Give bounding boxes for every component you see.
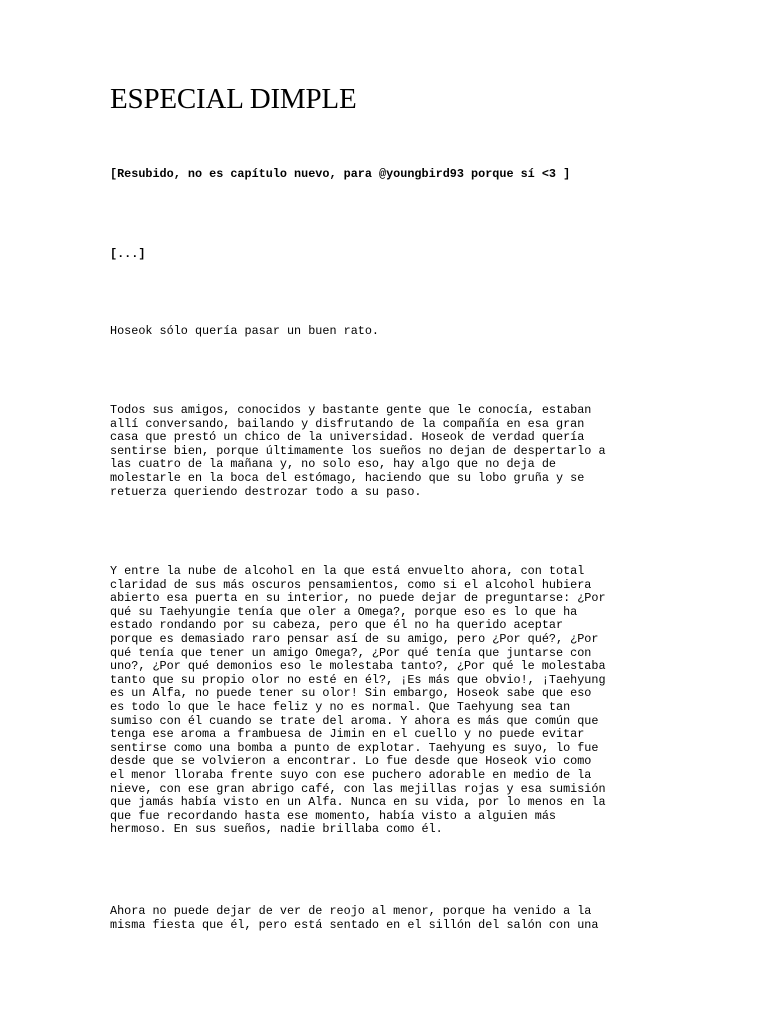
text-line: las cuatro de la mañana y, no solo eso, hay algo que no deja de [110, 457, 556, 472]
text-line: Ahora no puede dejar de ver de reojo al menor, porque ha venido a la [110, 904, 592, 918]
text-line: claridad de sus más oscuros pensamientos, como si el alcohol hubiera [110, 577, 592, 592]
text-line: que fue recordando hasta ese momento, había visto a alguien más [110, 808, 556, 823]
text-line: hermoso. En sus sueños, nadie brillaba como él. [110, 822, 443, 837]
text-line: el menor lloraba frente suyo con ese puchero adorable en medio de la [110, 767, 592, 782]
document-title: ESPECIAL DIMPLE [110, 83, 357, 115]
subtitle-note: [Resubido, no es capítulo nuevo, para @youngbird93 porque sí <3 ] [110, 167, 571, 181]
text-line: desde que se volvieron a encontrar. Lo fue desde que Hoseok vio como [110, 754, 592, 769]
text-line: uno?, ¿Por qué demonios eso le molestaba tanto?, ¿Por qué le molestaba [110, 659, 606, 674]
section-ellipsis: [...] [110, 247, 146, 261]
text-line: es un Alfa, no puede tener su olor! Sin embargo, Hoseok sabe que eso [110, 686, 592, 701]
text-line: tanto que su propio olor no esté en él?, ¡Es más que obvio!, ¡Taehyung [110, 672, 606, 687]
text-line: qué su Taehyungie tenía que oler a Omega?, porque eso es lo que ha [110, 604, 578, 619]
text-line: molestarle en la boca del estómago, haciendo que su lobo gruña y se [110, 470, 585, 485]
paragraph-3 [110, 565, 606, 837]
text-line: sumiso con él cuando se trate del aroma. Y ahora es más que común que [110, 713, 599, 728]
paragraph-1 [110, 325, 379, 339]
text-line: que jamás había visto en un Alfa. Nunca en su vida, por lo menos en la [110, 795, 606, 810]
text-line: qué tenía que tener un amigo Omega?, ¿Por qué tenía que juntarse con [110, 645, 592, 660]
text-line: allí conversando, bailando y disfrutando de la compañía en esa gran [110, 416, 585, 431]
text-line: Y entre la nube de alcohol en la que está envuelto ahora, con total [110, 564, 585, 578]
paragraph-2 [110, 404, 606, 499]
text-line: casa que prestó un chico de la universidad. Hoseok de verdad quería [110, 430, 585, 445]
text-line: estado rondando por su cabeza, pero que él no ha querido aceptar [110, 618, 564, 633]
text-line: abierto esa puerta en su interior, no puede dejar de preguntarse: ¿Por [110, 591, 606, 606]
text-line: tenga ese aroma a frambuesa de Jimin en el cuello y no puede evitar [110, 727, 585, 742]
text-line: sentirse como una bomba a punto de explotar. Taehyung es suyo, lo fue [110, 740, 599, 755]
text-line: sentirse bien, porque últimamente los sueños no dejan de despertarlo a [110, 443, 606, 458]
text-line: nieve, con ese gran abrigo café, con las mejillas rojas y esa sumisión [110, 781, 606, 796]
text-line: porque es demasiado raro pensar así de su amigo, pero ¿Por qué?, ¿Por [110, 631, 599, 646]
text-line: es todo lo que le hace feliz y no es normal. Que Taehyung sea tan [110, 699, 571, 714]
text-line: Hoseok sólo quería pasar un buen rato. [110, 324, 380, 338]
text-line: Todos sus amigos, conocidos y bastante gente que le conocía, estaban [110, 403, 592, 417]
text-line: misma fiesta que él, pero está sentado en el sillón del salón con una [110, 917, 599, 932]
text-line: retuerza queriendo destrozar todo a su paso. [110, 484, 422, 499]
paragraph-4 [110, 905, 598, 932]
